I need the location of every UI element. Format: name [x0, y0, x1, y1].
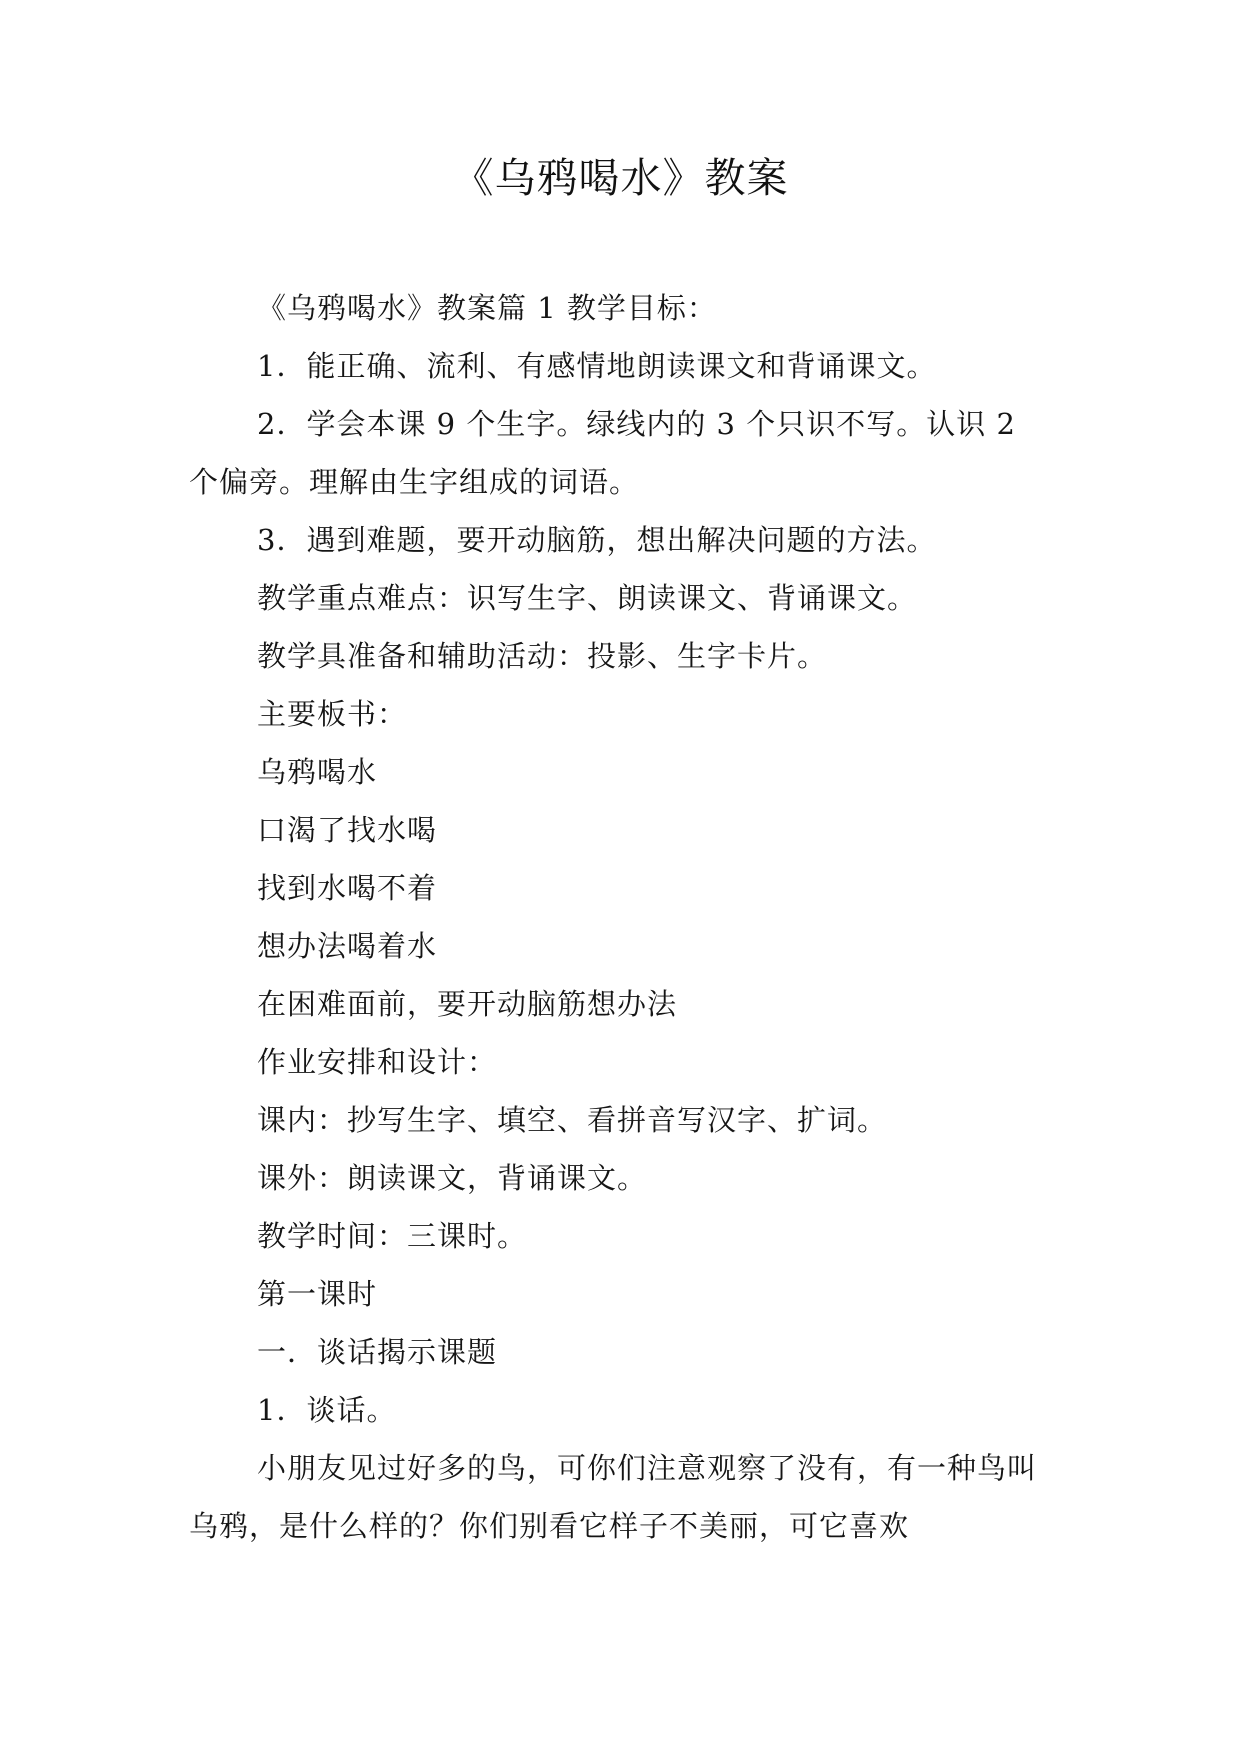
paragraph-homework-out-class: 课外：朗读课文，背诵课文。 [257, 1161, 648, 1195]
paragraph-key-points: 教学重点难点：识写生字、朗读课文、背诵课文。 [257, 581, 918, 615]
paragraph-section-1: 一．谈话揭示课题 [257, 1335, 498, 1369]
paragraph-teaching-time: 教学时间：三课时。 [257, 1219, 528, 1253]
paragraph-first-lesson: 第一课时 [257, 1277, 378, 1311]
document-body [189, 279, 1055, 1555]
document-title: 《乌鸦喝水》教案 [452, 154, 789, 202]
paragraph-homework-in-class: 课内：抄写生字、填空、看拼音写汉字、扩词。 [257, 1103, 888, 1137]
paragraph-homework-heading: 作业安排和设计： [257, 1045, 498, 1079]
paragraph-goal-2: 2．学会本课 9 个生字。绿线内的 3 个只识不写。认识 2 个偏旁。理解由生字组成的词语。 [189, 407, 1016, 499]
paragraph-intro: 《乌鸦喝水》教案篇 1 教学目标： [257, 291, 717, 325]
paragraph-board-line-2: 口渴了找水喝 [257, 813, 438, 847]
paragraph-teaching-aids: 教学具准备和辅助活动：投影、生字卡片。 [257, 639, 828, 673]
paragraph-board-heading: 主要板书： [257, 697, 408, 731]
paragraph-story-intro: 小朋友见过好多的鸟，可你们注意观察了没有，有一种鸟叫乌鸦，是什么样的？你们别看它样子不美丽，可它喜欢 [189, 1451, 1038, 1543]
paragraph-talk: 1．谈话。 [257, 1393, 397, 1427]
paragraph-board-line-1: 乌鸦喝水 [257, 755, 378, 789]
paragraph-goal-3: 3．遇到难题，要开动脑筋，想出解决问题的方法。 [257, 523, 937, 557]
paragraph-goal-1: 1．能正确、流利、有感情地朗读课文和背诵课文。 [257, 349, 937, 383]
paragraph-board-line-4: 想办法喝着水 [257, 929, 438, 963]
paragraph-board-line-3: 找到水喝不着 [257, 871, 438, 905]
paragraph-board-line-5: 在困难面前，要开动脑筋想办法 [257, 987, 678, 1021]
